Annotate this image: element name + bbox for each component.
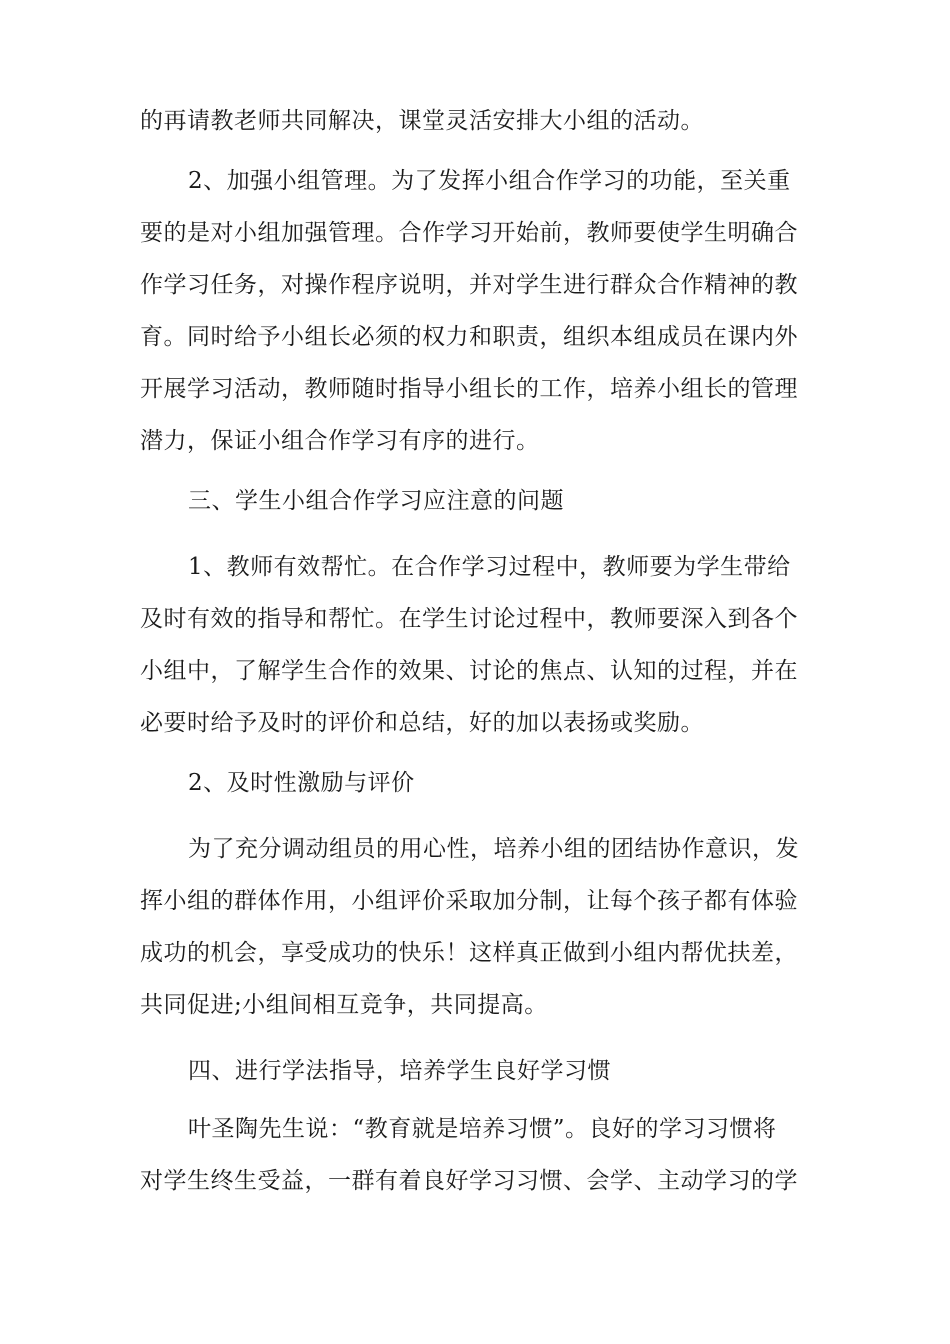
paragraph-start-line: 叶圣陶先生说：“教育就是培养习惯”。良好的学习习惯将 [188,1116,777,1142]
text-line: 开展学习活动，教师随时指导小组长的工作，培养小组长的管理 [140,376,798,402]
text-line: 对学生终生受益，一群有着良好学习习惯、会学、主动学习的学 [140,1168,798,1194]
text-line: 要的是对小组加强管理。合作学习开始前，教师要使学生明确合 [140,220,798,246]
text-line: 及时有效的指导和帮忙。在学生讨论过程中，教师要深入到各个 [140,606,798,632]
text-line: 潜力，保证小组合作学习有序的进行。 [140,428,540,454]
text-line: 必要时给予及时的评价和总结，好的加以表扬或奖励。 [140,710,704,736]
section-heading: 四、进行学法指导，培养学生良好学习惯 [188,1058,611,1084]
paragraph-start-line: 为了充分调动组员的用心性，培养小组的团结协作意识，发 [188,836,799,862]
text-line: 的再请教老师共同解决，课堂灵活安排大小组的活动。 [140,108,704,134]
text-line: 共同促进;小组间相互竞争，共同提高。 [140,992,548,1018]
text-line: 成功的机会，享受成功的快乐！这样真正做到小组内帮优扶差， [140,940,798,966]
text-line: 挥小组的群体作用，小组评价采取加分制，让每个孩子都有体验 [140,888,798,914]
text-line: 小组中，了解学生合作的效果、讨论的焦点、认知的过程，并在 [140,658,798,684]
section-heading: 三、学生小组合作学习应注意的问题 [188,488,564,514]
text-line: 育。同时给予小组长必须的权力和职责，组织本组成员在课内外 [140,324,798,350]
paragraph-start-line: 2、加强小组管理。为了发挥小组合作学习的功能，至关重 [188,168,791,194]
paragraph-start-line: 1、教师有效帮忙。在合作学习过程中，教师要为学生带给 [188,554,791,580]
subsection-heading: 2、及时性激励与评价 [188,770,415,796]
text-line: 作学习任务，对操作程序说明，并对学生进行群众合作精神的教 [140,272,798,298]
